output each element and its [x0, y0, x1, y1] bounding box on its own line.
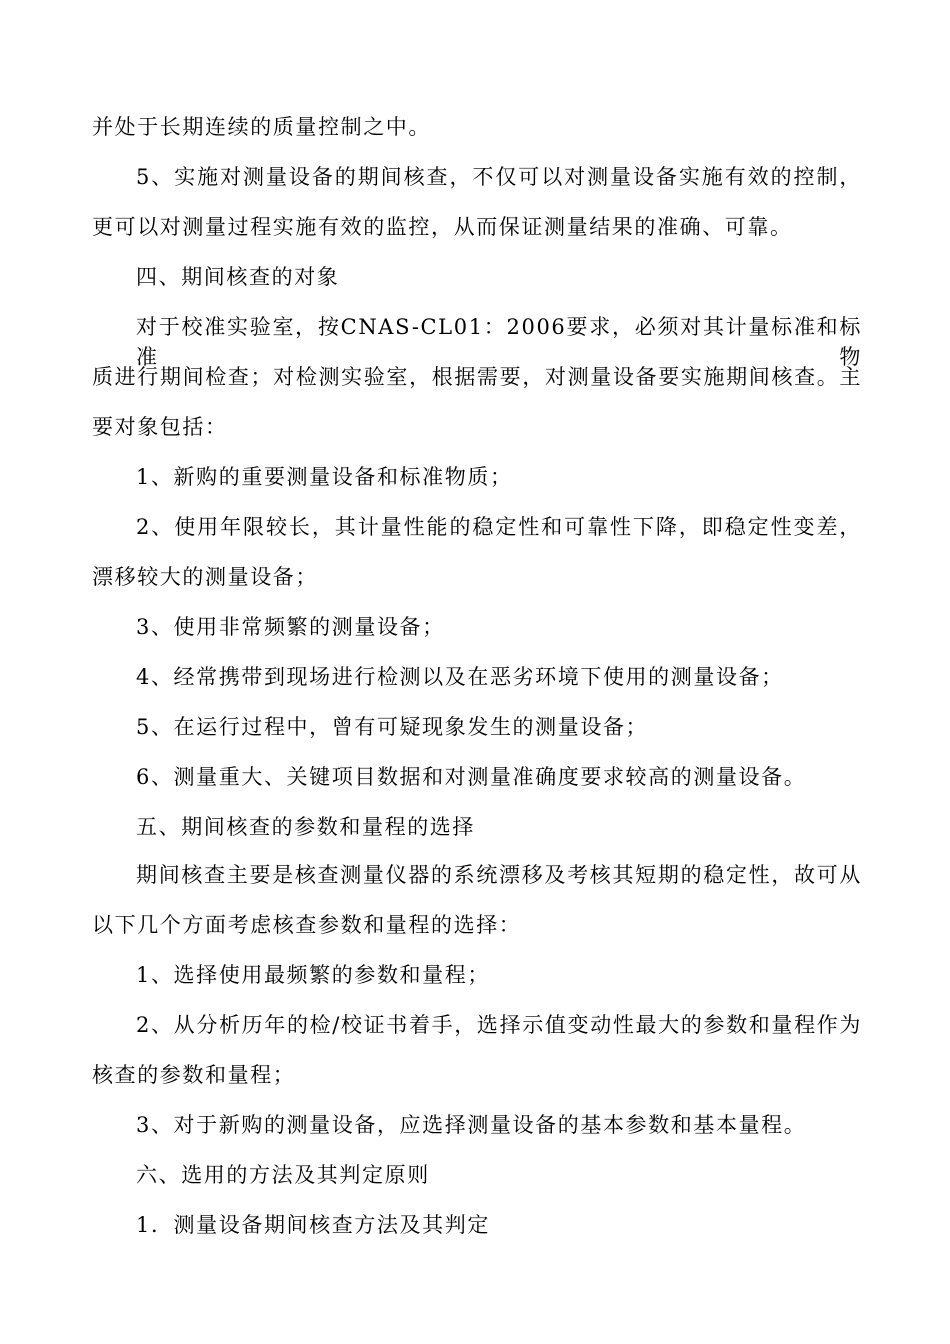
paragraph-line: 期间核查主要是核查测量仪器的系统漂移及考核其短期的稳定性，故可从 [136, 863, 862, 887]
paragraph-line: 并处于长期连续的质量控制之中。 [92, 115, 431, 139]
list-item-continuation: 核查的参数和量程； [92, 1063, 296, 1087]
list-item: 1、新购的重要测量设备和标准物质； [136, 465, 513, 489]
list-item: 5、在运行过程中，曾有可疑现象发生的测量设备； [136, 715, 649, 739]
paragraph-line: 以下几个方面考虑核查参数和量程的选择： [92, 913, 522, 937]
paragraph-line: 对于校准实验室，按CNAS-CL01：2006要求，必须对其计量标准和标准物 [136, 315, 862, 369]
section-heading: 五、期间核查的参数和量程的选择 [136, 815, 475, 839]
list-item: 3、对于新购的测量设备，应选择测量设备的基本参数和基本量程。 [136, 1113, 807, 1137]
section-heading: 六、选用的方法及其判定原则 [136, 1163, 430, 1187]
paragraph-line: 要对象包括： [92, 415, 228, 439]
paragraph-line: 更可以对测量过程实施有效的监控，从而保证测量结果的准确、可靠。 [92, 215, 793, 239]
list-item: 4、经常携带到现场进行检测以及在恶劣环境下使用的测量设备； [136, 665, 784, 689]
list-item: 2、使用年限较长，其计量性能的稳定性和可靠性下降，即稳定性变差， [136, 515, 862, 539]
list-item: 1、选择使用最频繁的参数和量程； [136, 963, 490, 987]
list-item: 6、测量重大、关键项目数据和对测量准确度要求较高的测量设备。 [136, 765, 807, 789]
paragraph-line: 质进行期间检查；对检测实验室，根据需要，对测量设备要实施期间核查。主 [92, 365, 862, 389]
list-item: 3、使用非常频繁的测量设备； [136, 615, 445, 639]
subsection-heading: 1．测量设备期间核查方法及其判定 [136, 1213, 490, 1237]
section-heading: 四、期间核查的对象 [136, 265, 340, 289]
paragraph-line: 5、实施对测量设备的期间核查，不仅可以对测量设备实施有效的控制， [136, 165, 862, 189]
list-item-continuation: 漂移较大的测量设备； [92, 565, 318, 589]
list-item: 2、从分析历年的检/校证书着手，选择示值变动性最大的参数和量程作为 [136, 1013, 862, 1037]
